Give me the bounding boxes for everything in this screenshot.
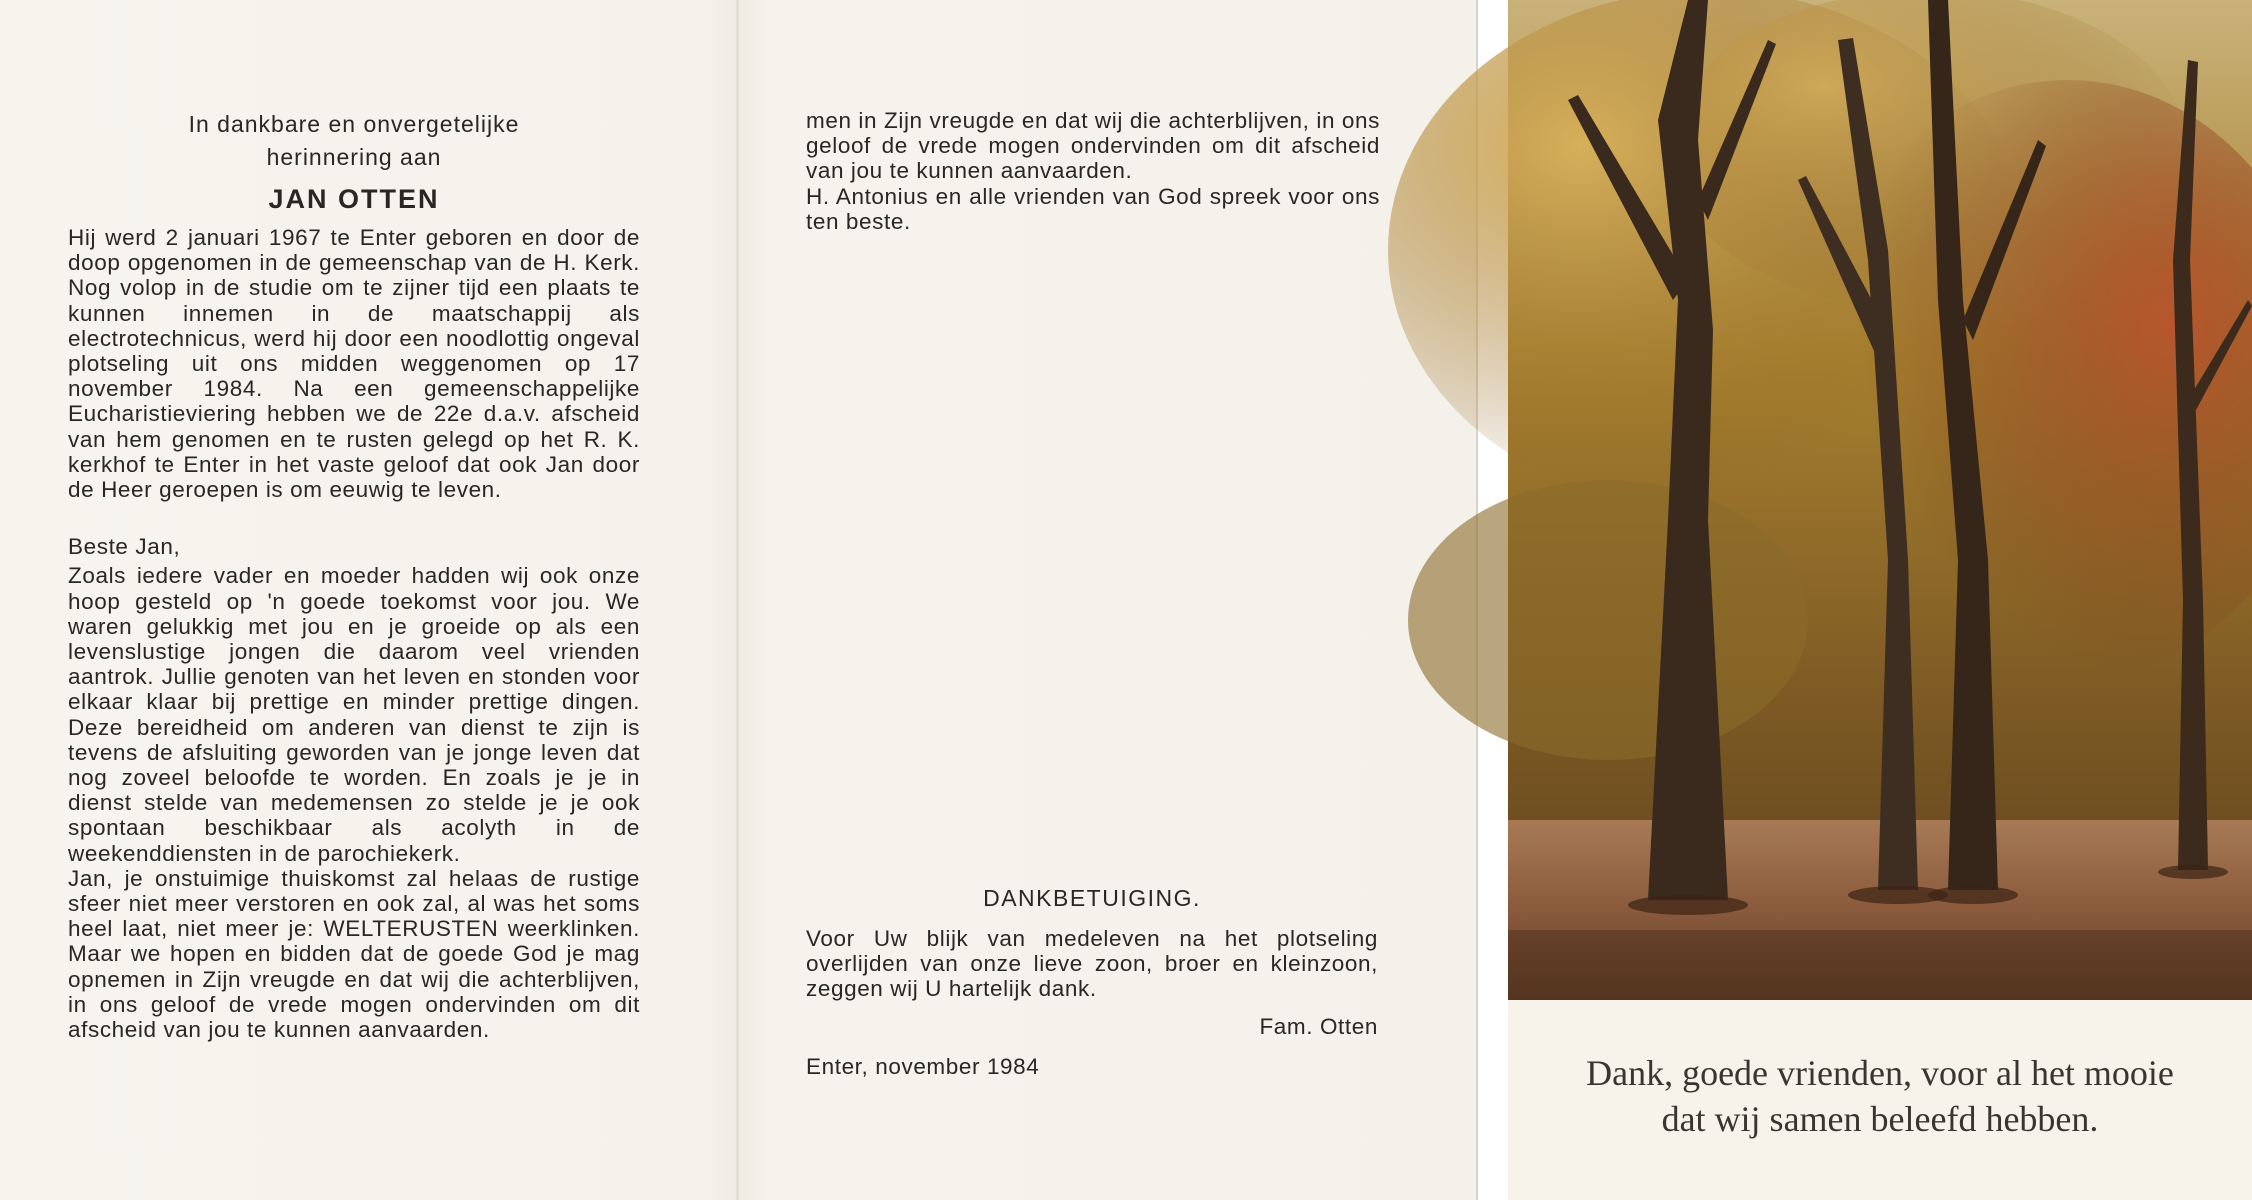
left-panel bbox=[68, 108, 640, 1043]
thanks-text: Voor Uw blijk van medeleven na het plotseling overlijden van onze lieve zoon, broer en kleinzoon, zeggen wij U hartelijk dank. bbox=[806, 926, 1378, 1002]
letter-continuation: men in Zijn vreugde en dat wij die achterblijven, in ons geloof de vrede mogen ondervinden om dit afscheid van jou te kunnen aanvaarden. bbox=[806, 108, 1380, 184]
photo-caption bbox=[1508, 1050, 2252, 1142]
caption-line-1: Dank, goede vrienden, voor al het mooie bbox=[1586, 1053, 2174, 1093]
prayer-text: H. Antonius en alle vrienden van God spreek voor ons ten beste. bbox=[806, 183, 1380, 234]
thanks-heading: DANKBETUIGING. bbox=[983, 885, 1201, 911]
dedication-line-2: herinnering aan bbox=[266, 144, 442, 170]
family-signature: Fam. Otten bbox=[1259, 1013, 1378, 1039]
photo-card bbox=[1508, 0, 2252, 1200]
autumn-forest-photo bbox=[1508, 0, 2252, 1000]
deceased-name: JAN OTTEN bbox=[268, 184, 440, 214]
caption-line-2: dat wij samen beleefd hebben. bbox=[1661, 1099, 2099, 1139]
letter-greeting: Beste Jan, bbox=[68, 534, 181, 560]
letter-paragraph-2: Jan, je onstuimige thuiskomst zal helaas de rustige sfeer niet meer verstoren en ook zal, al was het soms heel laat, niet meer je: WELTERUSTEN weerklinken. Maar we hopen en bidden dat de goede God je mag opnemen in Zijn vreugde en dat wij die achterblijven, in ons geloof de vrede mogen ondervinden om dit afscheid van jou te kunnen aanvaarden. bbox=[68, 865, 640, 1043]
biography-paragraph: Hij werd 2 januari 1967 te Enter geboren en door de doop opgenomen in de gemeenschap van de H. Kerk. Nog volop in de studie om te zijner tijd een plaats te kunnen innemen in de maatschappij als electrotechnicus, werd hij door een noodlottig ongeval plotseling uit ons midden weggenomen op 17 november 1984. Na een gemeenschappelijke Eucharistieviering hebben we de 22e d.a.v. afscheid van hem genomen en te rusten gelegd op het R. K. kerkhof te Enter in het vaste geloof dat ook Jan door de Heer geroepen is om eeuwig te leven. bbox=[68, 225, 640, 503]
card-fold-line bbox=[736, 0, 739, 1200]
dedication-line-1: In dankbare en onvergetelijke bbox=[188, 111, 520, 137]
place-and-date: Enter, november 1984 bbox=[806, 1053, 1040, 1079]
middle-panel bbox=[806, 108, 1380, 234]
letter-paragraph-1: Zoals iedere vader en moeder hadden wij ook onze hoop gesteld op 'n goede toekomst voor jou. We waren gelukkig met jou en je groeide op als een levenslustige jongen die daarom veel vrienden aantrok. Jullie genoten van het leven en stonden voor elkaar klaar bij prettige en minder prettige dingen. Deze bereidheid om anderen van dienst te zijn is tevens de afsluiting geworden van je jonge leven dat nog zoveel beloofde te worden. En zoals je je in dienst stelde van medemensen zo stelde je je ook spontaan beschikbaar als acolyth in de weekenddiensten in de parochiekerk. bbox=[68, 563, 640, 866]
thanks-section bbox=[806, 885, 1378, 1080]
